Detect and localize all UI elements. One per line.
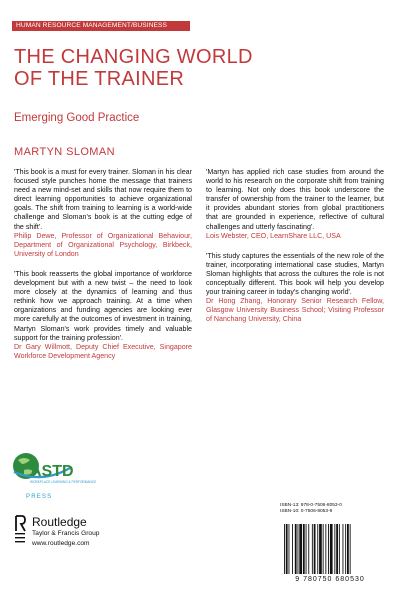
barcode-bar [328, 524, 329, 574]
barcode-bar [350, 524, 351, 574]
barcode-icon [280, 524, 380, 574]
barcode-bar [323, 524, 324, 574]
barcode-number: 9 780750 680530 [295, 576, 365, 583]
publisher-name: Routledge [32, 515, 87, 529]
endorsement-quote: 'This study captures the essentials of the new role of the trainer, incorporating international case studies, Martyn Sloman highlights that across the cultures the role is not conceptually different. This book will help you develop your training career in today's changing world'. [206, 251, 384, 297]
astd-press-label: PRESS [26, 494, 53, 500]
astd-wordmark: ASTD [30, 463, 74, 480]
barcode-bar [289, 524, 290, 574]
isbn-barcode-block [278, 500, 382, 588]
barcode-bar [330, 524, 333, 574]
barcode-bar [298, 524, 299, 574]
endorsements-left-column [14, 168, 192, 372]
barcode-bar [303, 524, 305, 574]
book-subtitle: Emerging Good Practice [14, 112, 140, 124]
barcode-bar [314, 524, 316, 574]
barcode-bar [306, 524, 307, 574]
book-author: MARTYN SLOMAN [14, 146, 115, 158]
category-label: HUMAN RESOURCE MANAGEMENT/BUSINESS [12, 21, 190, 31]
publisher-group: Taylor & Francis Group [32, 530, 100, 537]
astd-logo [12, 450, 97, 492]
endorsements-right-column [206, 168, 384, 336]
barcode-bar [347, 524, 349, 574]
barcode-bar [343, 524, 344, 574]
endorsement-attribution: Dr Hong Zhang, Honorary Senior Research Fellow, Glasgow University Business School; Visiting Professor of Nanchang University, China [206, 297, 384, 324]
endorsement-quote: 'This book reasserts the global importance of workforce development but with a new twist – the need to look more closely at the dynamics of learning and thus rethink how we approach training. At a time when organizations and funding agencies are looking ever more carefully at the outcomes of investment in training, Martyn Sloman's work provides timely and valuable support for the training profession'. [14, 269, 192, 342]
barcode-bar [284, 524, 285, 574]
book-title [14, 46, 314, 90]
title-line-2: OF THE TRAINER [14, 68, 185, 90]
endorsement-attribution: Lois Webster, CEO, LearnShare LLC, USA [206, 231, 341, 240]
endorsement-quote: 'This book is a must for every trainer. Sloman in his clear focused style punches home the message that trainers need a new mind-set and skills that now require them to direct learning opportunities to achieve organizational goals. The shift from training to learning is a world-wide challenge and Sloman's book is at the cutting edge of the shift'. [14, 168, 192, 231]
barcode-bar [339, 524, 340, 574]
routledge-logo-icon [14, 514, 26, 548]
barcode-bar [334, 524, 335, 574]
endorsement-quote: 'Martyn has applied rich case studies from around the world to his research on the corporate shift from training to learning. Not only does this book underscore the transfer of ownership from the trainer to the learner, but it provides abundant stories from global practitioners that are grounded in experience, reflective of cultural challenges and utterly fascinating'. [206, 168, 384, 231]
barcode-bar [312, 524, 313, 574]
barcode-bar [286, 524, 288, 574]
barcode-bar [317, 524, 318, 574]
barcode-bar [308, 524, 309, 574]
barcode-bar [292, 524, 293, 574]
barcode-bar [336, 524, 338, 574]
publisher-url: www.routledge.com [32, 540, 90, 547]
isbn-13: ISBN-13: 978-0-7506-8053-0 [280, 503, 342, 508]
barcode-bar [299, 524, 302, 574]
barcode-bar [295, 524, 297, 574]
barcode-bar [319, 524, 322, 574]
isbn-10: ISBN-10: 0-7506-8053-9 [280, 509, 333, 514]
barcode-bar [325, 524, 326, 574]
endorsement-attribution: Philip Dewe, Professor of Organizational Behaviour, Department of Organizational Psychology, Birkbeck, University of London [14, 231, 192, 258]
barcode-bar [345, 524, 346, 574]
endorsement-attribution: Dr Gary Willmott, Deputy Chief Executive, Singapore Workforce Development Agency [14, 342, 192, 360]
title-line-1: THE CHANGING WORLD [14, 46, 253, 68]
astd-tagline: WORKPLACE LEARNING & PERFORMANCE [30, 480, 97, 484]
